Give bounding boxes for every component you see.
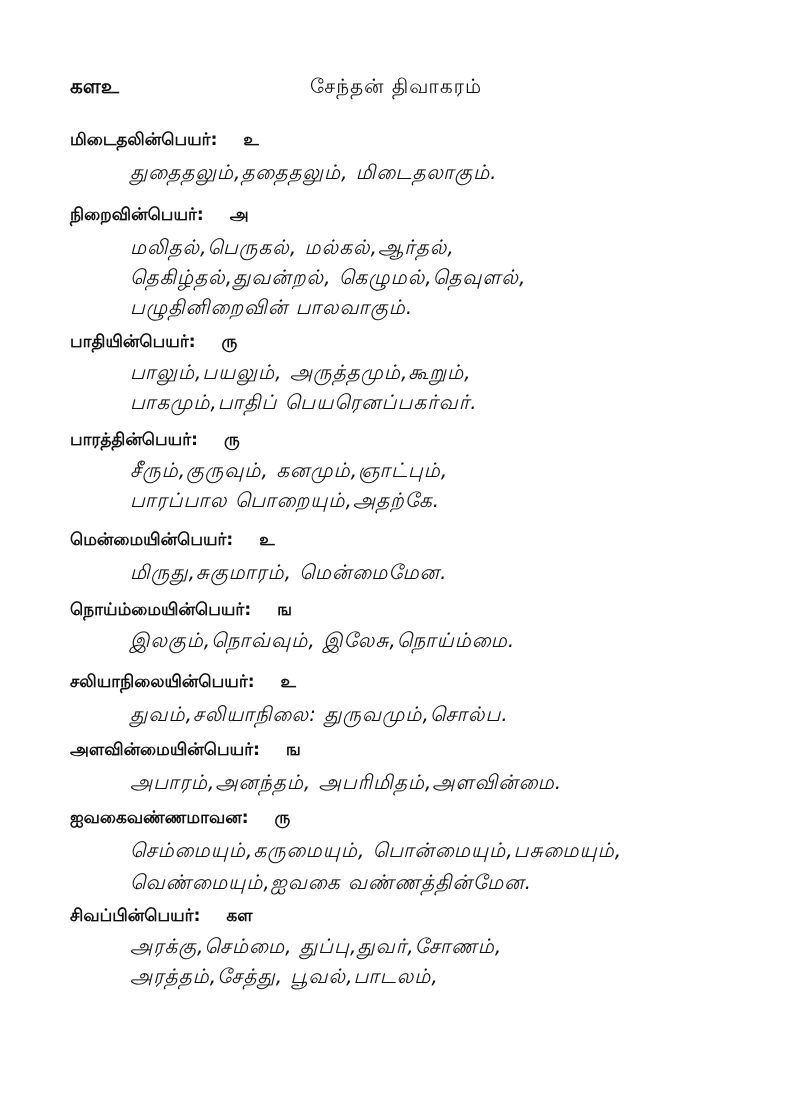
entry-count: ரு: [221, 332, 238, 352]
verse-line: துதைதலும்,ததைதலும், மிடைதலாகும்.: [130, 160, 498, 184]
verse-line: மலிதல்,பெருகல், மல்கல்,ஆர்தல்,: [130, 235, 455, 259]
entry-count: ரு: [223, 430, 240, 450]
entry-count: ங: [277, 600, 293, 620]
entry-heading-text: சலியாநிலையின்பெயர்:: [70, 672, 255, 692]
verse-line: அரக்கு,செம்மை, துப்பு,துவர்,சோணம்,: [130, 934, 503, 958]
verse-line: சீரும்,குருவும், கனமும்,ஞாட்பும்,: [130, 458, 449, 482]
entry-heading-text: பாதியின்பெயர்:: [70, 332, 196, 352]
verse-line: வெண்மையும்,ஐவகை வண்ணத்தின்மேன.: [130, 870, 532, 894]
entry-heading: [70, 600, 292, 622]
verse-line: பாரப்பால பொறையும்,அதற்கே.: [130, 488, 441, 512]
entry-count: ரு: [274, 808, 291, 828]
entry-heading-text: சிவப்பின்பெயர்:: [70, 906, 201, 926]
entry-heading: [70, 740, 301, 762]
entry-count: உ: [243, 130, 259, 150]
entry-heading-text: மென்மையின்பெயர்:: [70, 530, 234, 550]
entry-heading-text: ஐவகைவண்ணமாவன:: [70, 808, 249, 828]
entry-heading-text: அளவின்மையின்பெயர்:: [70, 740, 260, 760]
verse-line: பாலும்,பயலும், அருத்தமும்,கூறும்,: [130, 360, 472, 384]
entry-heading: [70, 130, 259, 152]
entry-heading: [70, 332, 237, 354]
entry-heading-text: நிறைவின்பெயர்:: [70, 205, 204, 225]
entry-count: அ: [229, 205, 249, 225]
verse-line: அபாரம்,அனந்தம், அபரிமிதம்,அளவின்மை.: [130, 770, 563, 794]
entry-count: கள: [226, 906, 253, 926]
entry-heading-text: மிடைதலின்பெயர்:: [70, 130, 218, 150]
entry-count: உ: [280, 672, 296, 692]
verse-line: இலகும்,நொவ்வும், இலேசு,நொய்ம்மை.: [130, 628, 516, 652]
entry-heading: [70, 205, 249, 227]
verse-line: செம்மையும்,கருமையும், பொன்மையும்,பசுமையும்,: [130, 838, 623, 862]
verse-line: துவம்,சலியாநிலை: துருவமும்,சொல்ப.: [130, 702, 509, 726]
entry-heading: [70, 808, 290, 830]
entry-heading-text: பாரத்தின்பெயர்:: [70, 430, 198, 450]
entry-count: ங: [285, 740, 301, 760]
entry-heading: [70, 672, 296, 694]
page-header: [0, 74, 800, 104]
verse-line: பழுதினிறைவின் பாலவாகும்.: [130, 295, 414, 319]
entry-heading: [70, 430, 240, 452]
entry-heading: [70, 530, 275, 552]
entry-heading: [70, 906, 253, 928]
verse-line: பாகமும்,பாதிப் பெயரெனப்பகர்வர்.: [130, 390, 478, 414]
entry-count: உ: [259, 530, 275, 550]
entry-heading-text: நொய்ம்மையின்பெயர்:: [70, 600, 252, 620]
page-number: களஉ: [70, 74, 119, 98]
verse-line: தெகிழ்தல்,துவன்றல், கெழுமல்,தெவுளல்,: [130, 265, 527, 289]
verse-line: மிருது,சுகுமாரம், மென்மைமேன.: [130, 560, 448, 584]
running-title: சேந்தன் திவாகரம்: [310, 74, 483, 98]
verse-line: அரத்தம்,சேத்து, பூவல்,பாடலம்,: [130, 964, 439, 988]
